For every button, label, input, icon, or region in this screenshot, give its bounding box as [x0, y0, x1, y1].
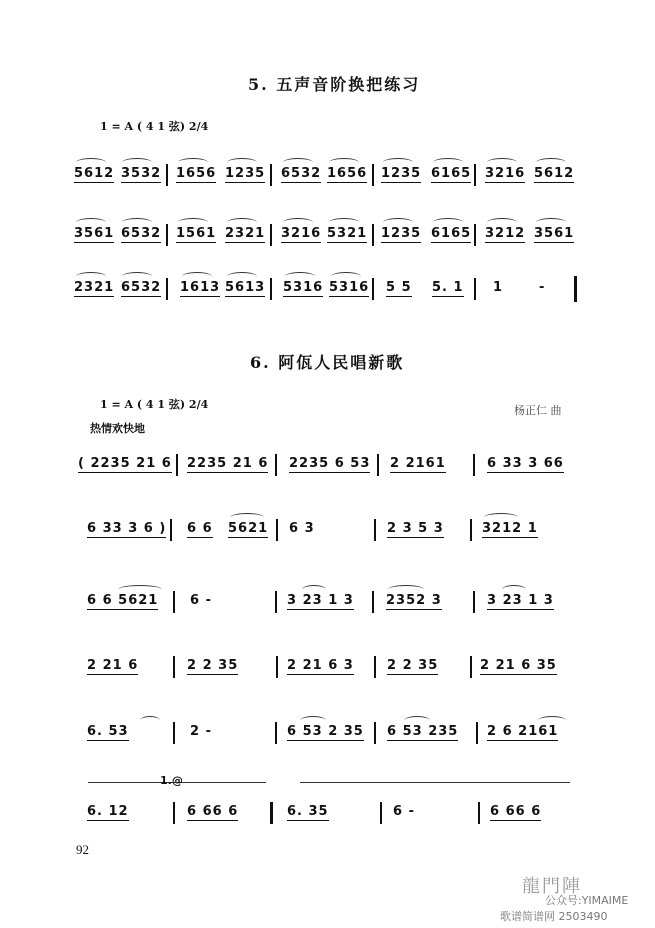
barline: [374, 519, 376, 541]
measure: 5. 1: [432, 280, 464, 295]
final-barline: [574, 276, 577, 302]
measure: 2321: [74, 280, 115, 295]
barline: [374, 722, 376, 744]
measure: 1235: [381, 226, 422, 241]
section-5-key: 1 = A ( 4 1 弦) 2/4: [100, 120, 209, 133]
measure: 6532: [121, 226, 162, 241]
barline: [276, 519, 278, 541]
measure: 5612: [534, 166, 575, 181]
measure: 1: [493, 280, 504, 295]
measure: 2 21 6 35: [480, 658, 557, 673]
measure: 5316: [329, 280, 370, 295]
measure: 6165: [431, 226, 472, 241]
measure: 5613: [225, 280, 266, 295]
barline: [275, 722, 277, 744]
measure: 3561: [534, 226, 575, 241]
measure: 6 -: [190, 593, 212, 608]
measure: 6 6 5621: [87, 593, 159, 608]
measure: 2321: [225, 226, 266, 241]
barline: [173, 722, 175, 744]
measure: 3 23 1 3: [287, 593, 354, 608]
measure: 6 33 3 66: [487, 456, 564, 471]
barline: [473, 454, 475, 476]
measure: 6. 53: [87, 724, 129, 739]
barline: [173, 656, 175, 678]
measure: 2 -: [190, 724, 212, 739]
measure: 5316: [283, 280, 324, 295]
barline: [470, 519, 472, 541]
s6-row-2: [0, 513, 655, 553]
barline: [474, 224, 476, 246]
composer: 杨正仁 曲: [514, 404, 562, 417]
page-number: 92: [76, 842, 89, 857]
barline: [380, 802, 382, 824]
measure: 6. 35: [287, 804, 329, 819]
measure: 6532: [121, 280, 162, 295]
s6-row-3: [0, 585, 655, 625]
watermark-line1: 公众号:YIMAIME: [545, 894, 629, 907]
first-ending-label: 1.@: [160, 774, 183, 787]
measure: 3 23 1 3: [487, 593, 554, 608]
measure: 6 3: [289, 521, 315, 536]
measure: 6 6: [187, 521, 213, 536]
s6-row-1: [0, 448, 655, 488]
measure: 2235 6 53: [289, 456, 371, 471]
section-6-title: 6. 阿佤人民唱新歌: [250, 353, 405, 372]
measure: 1656: [176, 166, 217, 181]
measure: 6 53 235: [387, 724, 459, 739]
measure: ( 2235 21 6: [78, 456, 172, 471]
measure: 1235: [225, 166, 266, 181]
measure: 6 66 6: [490, 804, 542, 819]
repeat-barline: [270, 802, 273, 824]
measure: 6 53 2 35: [287, 724, 364, 739]
barline: [372, 164, 374, 186]
barline: [377, 454, 379, 476]
measure: 3561: [74, 226, 115, 241]
barline: [372, 224, 374, 246]
section-6-key: 1 = A ( 4 1 弦) 2/4: [100, 398, 209, 411]
measure: 6165: [431, 166, 472, 181]
measure: 6 33 3 6 ): [87, 521, 167, 536]
barline: [166, 224, 168, 246]
measure: 5612: [74, 166, 115, 181]
measure: 1235: [381, 166, 422, 181]
measure: 2 21 6 3: [287, 658, 354, 673]
measure: 2 2 35: [187, 658, 239, 673]
barline: [276, 656, 278, 678]
barline: [173, 802, 175, 824]
barline: [166, 164, 168, 186]
watermark-line2: 歌谱简谱网 2503490: [500, 910, 608, 923]
measure: 3216: [485, 166, 526, 181]
measure: 2 2161: [390, 456, 446, 471]
measure: 1613: [180, 280, 221, 295]
measure: -: [539, 280, 546, 295]
s6-row-4: [0, 650, 655, 690]
barline: [473, 591, 475, 613]
barline: [476, 722, 478, 744]
measure: 2 21 6: [87, 658, 139, 673]
measure: 2235 21 6: [187, 456, 269, 471]
measure: 3216: [281, 226, 322, 241]
measure: 6. 12: [87, 804, 129, 819]
slur: [140, 716, 160, 725]
measure: 2 2 35: [387, 658, 439, 673]
s5-row-3: [0, 272, 655, 312]
barline: [478, 802, 480, 824]
section-5-title: 5. 五声音阶换把练习: [248, 75, 421, 94]
measure: 2 3 5 3: [387, 521, 444, 536]
measure: 5 5: [386, 280, 412, 295]
barline: [166, 278, 168, 300]
tempo-marking: 热情欢快地: [90, 422, 145, 435]
measure: 3532: [121, 166, 162, 181]
s5-row-1: [0, 158, 655, 198]
barline: [170, 519, 172, 541]
barline: [374, 656, 376, 678]
s6-row-6: [0, 774, 655, 822]
measure: 1561: [176, 226, 217, 241]
barline: [372, 278, 374, 300]
barline: [176, 454, 178, 476]
barline: [270, 278, 272, 300]
s6-row-5: [0, 716, 655, 756]
measure: 5321: [327, 226, 368, 241]
second-ending-bracket: [300, 782, 570, 793]
measure: 6 66 6: [187, 804, 239, 819]
barline: [275, 591, 277, 613]
barline: [275, 454, 277, 476]
barline: [470, 656, 472, 678]
measure: 6 -: [393, 804, 415, 819]
measure: 2 6 2161: [487, 724, 559, 739]
watermark-brand: 龍門陣: [522, 876, 582, 897]
measure: 6532: [281, 166, 322, 181]
measure: 2352 3: [386, 593, 442, 608]
measure: 3212: [485, 226, 526, 241]
barline: [173, 591, 175, 613]
barline: [474, 278, 476, 300]
barline: [372, 591, 374, 613]
measure: 5621: [228, 521, 269, 536]
s5-row-2: [0, 218, 655, 258]
measure: 1656: [327, 166, 368, 181]
barline: [270, 224, 272, 246]
measure: 3212 1: [482, 521, 538, 536]
barline: [474, 164, 476, 186]
barline: [270, 164, 272, 186]
